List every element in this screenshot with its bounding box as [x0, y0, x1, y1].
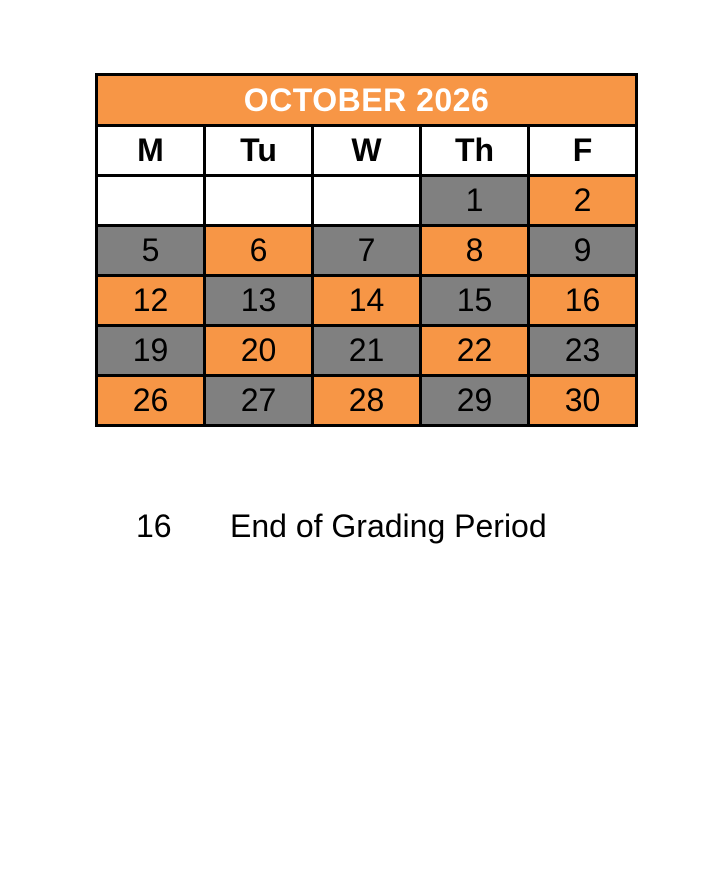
day-cell: 1	[421, 176, 529, 226]
day-cell	[205, 176, 313, 226]
day-cell	[313, 176, 421, 226]
event-legend	[136, 508, 547, 545]
day-of-week-tuesday: Tu	[205, 126, 313, 176]
day-cell: 20	[205, 326, 313, 376]
day-cell: 19	[97, 326, 205, 376]
day-cell: 21	[313, 326, 421, 376]
day-of-week-monday: M	[97, 126, 205, 176]
day-of-week-thursday: Th	[421, 126, 529, 176]
day-cell: 5	[97, 226, 205, 276]
day-cell: 7	[313, 226, 421, 276]
day-of-week-friday: F	[529, 126, 637, 176]
calendar-title: OCTOBER 2026	[97, 75, 637, 126]
event-day: 16	[136, 508, 172, 544]
day-cell: 2	[529, 176, 637, 226]
day-of-week-wednesday: W	[313, 126, 421, 176]
day-cell: 8	[421, 226, 529, 276]
day-cell: 13	[205, 276, 313, 326]
day-cell: 6	[205, 226, 313, 276]
day-cell	[97, 176, 205, 226]
calendar-table	[95, 73, 638, 427]
week-row	[97, 376, 637, 426]
day-cell: 30	[529, 376, 637, 426]
day-cell: 23	[529, 326, 637, 376]
day-cell: 15	[421, 276, 529, 326]
day-cell: 28	[313, 376, 421, 426]
calendar-title-row	[97, 75, 637, 126]
week-row	[97, 326, 637, 376]
day-cell: 27	[205, 376, 313, 426]
week-row	[97, 176, 637, 226]
day-of-week-row	[97, 126, 637, 176]
day-cell: 12	[97, 276, 205, 326]
day-cell: 29	[421, 376, 529, 426]
day-cell: 16	[529, 276, 637, 326]
day-cell: 22	[421, 326, 529, 376]
week-row	[97, 276, 637, 326]
day-cell: 26	[97, 376, 205, 426]
day-cell: 9	[529, 226, 637, 276]
event-description: End of Grading Period	[230, 508, 547, 544]
day-cell: 14	[313, 276, 421, 326]
week-row	[97, 226, 637, 276]
